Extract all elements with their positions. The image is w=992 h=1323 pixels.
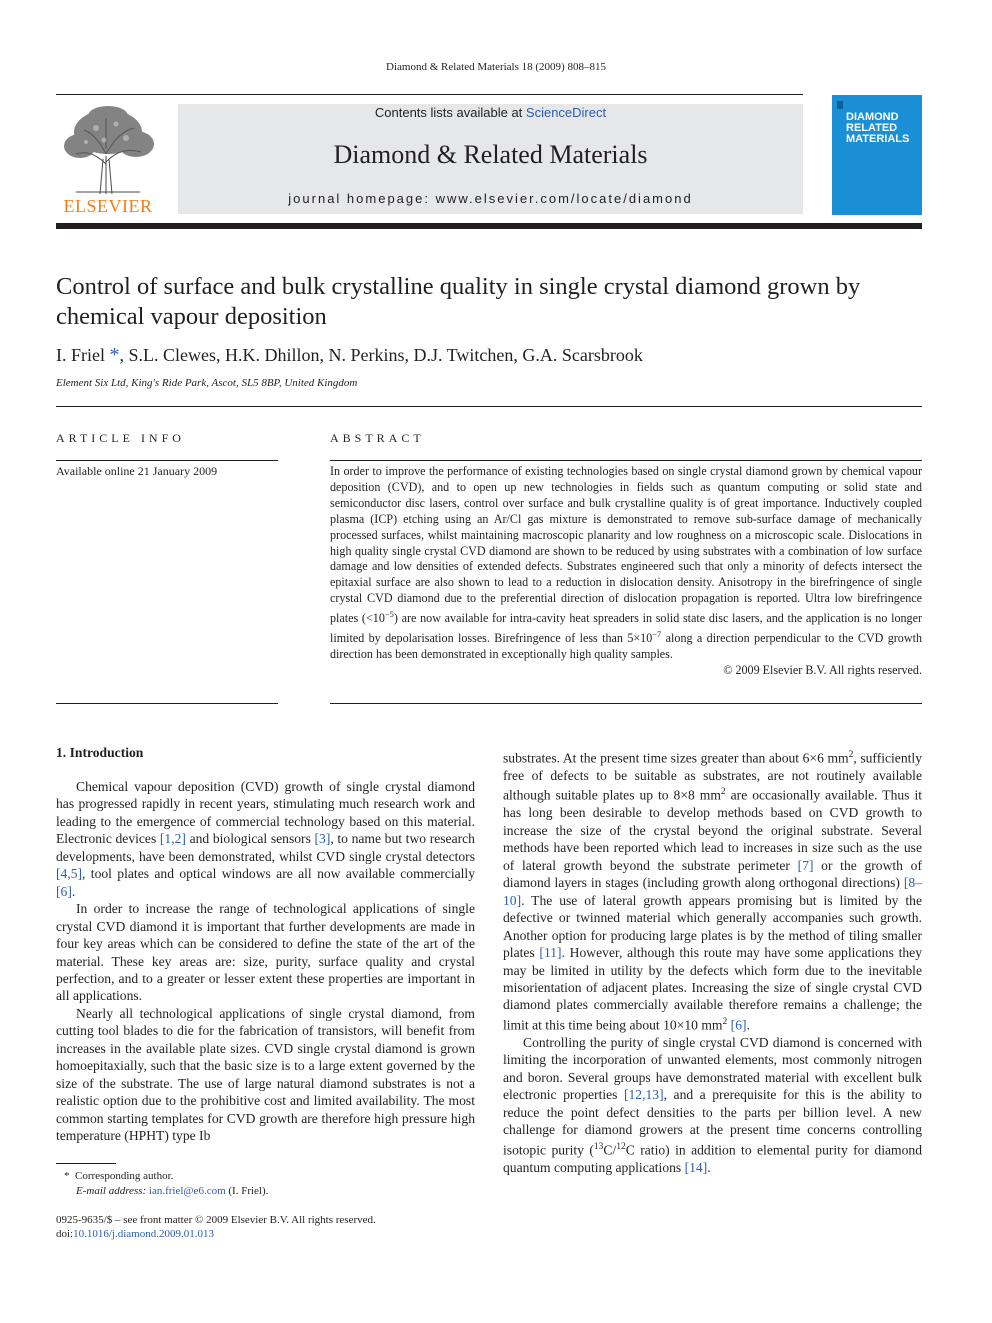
abstract-bottom-rule [330,703,922,704]
text: Chemical vapour deposition (CVD) growth of single crystal diamond has progressed rapidly in recent years, stimulating much research work and leading to the emergence of commercial technology based on this material. Electronic devices [56,779,475,847]
cover-mark [837,101,843,109]
footnote-text: Corresponding author. [75,1170,174,1182]
text: . The use of lateral growth appears promising but is limited by the defective or twinned material which generally accompanies such growth. Another option for producing large plates is by the method of tiling smaller plates [503,892,922,961]
citation-link[interactable]: [4,5] [56,866,83,882]
abstract-segment: ) are now available for intra-cavity heat spreaders in solid state disc lasers, and the application is no longer limited by depolarisation losses. Birefringence of less than 5×10 [330,611,922,646]
affiliation: Element Six Ltd, King's Ride Park, Ascot, SL5 8BP, United Kingdom [56,377,358,389]
citation-link[interactable]: [12,13] [623,1087,664,1103]
journal-citation: Diamond & Related Materials 18 (2009) 808–815 [386,61,606,73]
footnote-rule [56,1163,116,1164]
footnote-marker: * [64,1170,75,1182]
abstract-segment: along a direction perpendicular to the CVD growth direction has been demonstrated in exceptionally high quality samples. [330,631,922,662]
superscript: 2 [848,750,854,760]
abstract-exponent: −5 [384,609,394,620]
contents-line [178,105,803,120]
paragraph: In order to increase the range of technological applications of single crystal CVD diamond it is important that further developments are made in four key areas which can be considered to define the state of the art of the material. These key areas are: size, purity, surface quality and crystal perfection, and to a greater or lesser extent these properties are important in all applications. [56,901,475,1004]
text: Controlling the purity of single crystal CVD diamond is concerned with limiting the incorporation of unwanted elements, most commonly nitrogen and boron. Several groups have demonstrated material with excellent bulk electronic properties [503,1034,922,1103]
text: and biological sensors [185,831,315,847]
doi-link[interactable]: 10.1016/j.diamond.2009.01.013 [73,1228,214,1240]
abstract-heading: ABSTRACT [330,431,425,445]
text: , sufficiently free of defects to be suitable as substrates, are not routinely available although suitable plates up to 8×8 mm [503,750,922,803]
journal-cover-thumbnail [832,95,922,215]
section-heading: 1. Introduction [56,745,144,760]
homepage-prefix: journal homepage: [288,191,436,206]
superscript: 2 [720,787,726,798]
header-rule [56,94,803,95]
citation-link[interactable]: [8–10] [503,875,922,908]
body-column-left [56,778,475,1145]
superscript: 12 [616,1141,626,1152]
text: C ratio) in addition to elemental purity for diamond quantum computing applications [503,1142,922,1175]
text: . [746,1017,750,1033]
abstract-exponent: −7 [652,629,662,640]
title-rule [56,406,922,407]
paragraph [503,1034,922,1176]
text: . [707,1159,711,1175]
abstract-copyright: © 2009 Elsevier B.V. All rights reserved. [723,662,922,677]
citation-link[interactable]: [11] [539,945,562,961]
email-label: E-mail address: [76,1185,149,1197]
email-suffix: (I. Friel). [225,1185,269,1197]
other-authors: , S.L. Clewes, H.K. Dhillon, N. Perkins, D.J. Twitchen, G.A. Scarsbrook [119,345,643,365]
corresponding-author-marker[interactable]: * [109,344,120,366]
article-title: Control of surface and bulk crystalline quality in single crystal diamond grown by chemical vapour deposition [56,273,861,330]
homepage-link[interactable]: www.elsevier.com/locate/diamond [435,191,693,206]
cover-title [846,112,909,145]
text: , and a prerequisite for this is the ability to reduce the point defect densities to the parts per billion level. A new challenge for diamond growers at the present time concerns controlling isotopic purity ( [503,1087,922,1158]
abstract-segment: In order to improve the performance of existing technologies based on single crystal diamond grown by chemical vapour deposition (CVD), and to open up new technologies in fields such as quantum computing or solid state and semiconductor disc lasers, control over surface and bulk crystalline quality is of great importance. Inductively coupled plasma (ICP) etching using an Ar/Cl gas mixture is demonstrated to remove sub-surface damage of mechanically processed surfaces, whilst maintaining macroscopic planarity and low roughness on a microscopic scale. Dislocations in high quality single crystal CVD diamond are shown to be reduced by using substrates with a combination of low surface damage and low densities of extended defects. Substrates engineered such that only a minority of defects intersect the epitaxial surface are also shown to lead to a reduction in dislocation density. Anisotropy in the birefringence of single crystal CVD diamond due to the preferential direction of dislocation propagation is reported. Ultra low birefringence plates (<10 [330,464,922,626]
header-thick-rule [56,223,922,229]
journal-name: Diamond & Related Materials [333,140,648,169]
superscript: 13 [593,1141,604,1152]
paragraph [503,747,922,1034]
email-link[interactable]: ian.friel@e6.com [148,1185,226,1197]
available-online: Available online 21 January 2009 [56,464,218,478]
text: C/ [603,1142,617,1158]
citation-link[interactable]: [6] [56,883,72,899]
journal-homepage [178,191,803,206]
abstract-text [330,464,922,679]
text: . [71,883,76,899]
email-footnote [76,1185,268,1197]
citation-link[interactable]: [6] [730,1017,747,1033]
doi-line [56,1228,214,1240]
citation-link[interactable]: [14] [684,1159,708,1175]
corresponding-footnote [64,1170,173,1182]
citation-link[interactable]: [1,2] [159,831,186,847]
text: or the growth of diamond layers in stages (including growth along orthogonal directions) [503,857,922,891]
sciencedirect-link[interactable]: ScienceDirect [525,105,607,120]
citation-link[interactable]: [7] [797,857,814,873]
article-info-bottom-rule [56,703,278,704]
cover-title-line: RELATED [846,122,898,134]
paragraph [56,778,475,900]
text: , tool plates and optical windows are all now available commercially [82,866,475,882]
text: , to name but two research developments, have been demonstrated, whilst CVD single crystal detectors [56,831,475,864]
text: . However, although this route may have some applications they may be limited in utility by the defects which form due to the inevitable misorientation of adjacent plates. Increasing the size of single crystal CVD diamond plates commercially available therefore remains a challenge; the limit at this time being about 10×10 mm [503,945,922,1033]
article-info-heading: ARTICLE INFO [56,431,185,445]
elsevier-wordmark: ELSEVIER [63,196,153,216]
front-matter: 0925-9635/$ – see front matter © 2009 Elsevier B.V. All rights reserved. [56,1214,376,1226]
text: are occasionally available. Thus it has long been desirable to develop methods based on CVD growth to increase the size of the crystal beyond the original substrate. Several methods have been reported which lead to increases in size such as the use of lateral growth beyond the substrate perimeter [503,787,922,873]
paragraph: Nearly all technological applications of single crystal diamond, from cutting tool blades to die for the fabrication of transistors, will benefit from increases in the available plate sizes. CVD single crystal diamond is grown homoepitaxially, such that the basic size is to a large extent governed by the size of the substrate. The use of large natural diamond substrates is not a realistic option due to the prohibitive cost and limited availability. The most common starting templates for CVD growth are therefore high pressure high temperature (HPHT) type Ib [56,1005,475,1144]
cover-title-line: DIAMOND [846,111,899,123]
body-column-right [503,747,922,1176]
article-info-rule [56,460,278,461]
first-author: I. Friel [56,345,105,365]
superscript: 2 [722,1016,728,1027]
text: substrates. At the present time sizes greater than about 6×6 mm [503,750,849,766]
abstract-rule [330,460,922,461]
doi-label: doi: [56,1228,74,1240]
contents-prefix: Contents lists available at [374,105,526,120]
author-list [56,344,926,367]
cover-title-line: MATERIALS [846,133,910,145]
citation-link[interactable]: [3] [314,831,331,847]
